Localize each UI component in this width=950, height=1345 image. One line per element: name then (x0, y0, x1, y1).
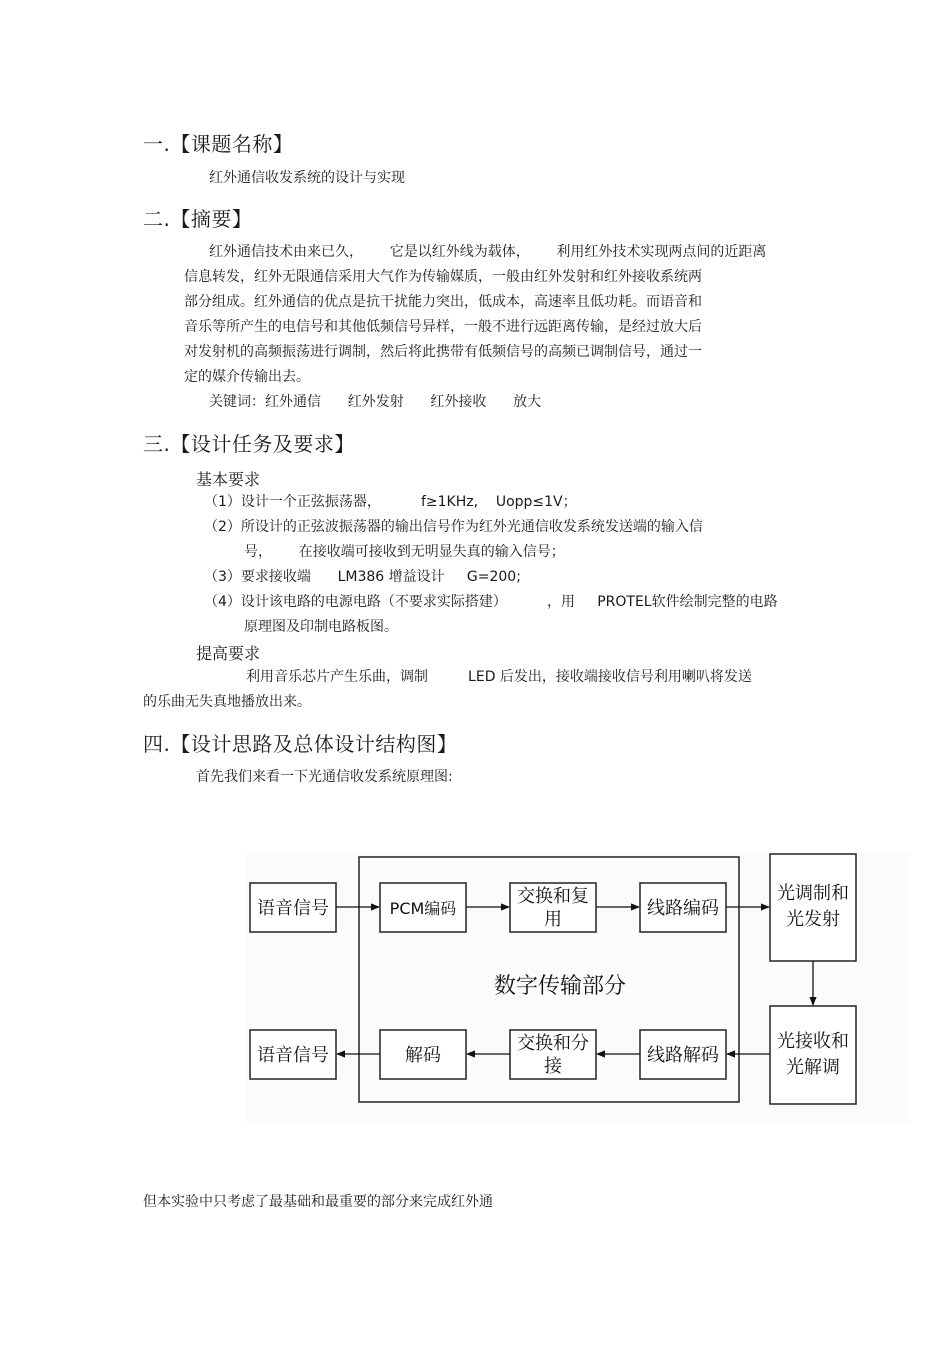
requirement-1: （1）设计一个正弦振荡器， f≥1KHz, Uopp≤1V； (204, 494, 577, 510)
exchange-demux-label-1: 交换和分 (517, 1033, 589, 1054)
abstract-line-1: 红外通信技术由来已久， 它是以红外线为载体， 利用红外技术实现两点间的近距离 (209, 244, 767, 260)
optical-receive-label-1: 光接收和 (777, 1031, 849, 1052)
basic-requirements-title: 基本要求 (196, 470, 261, 489)
decode-label: 解码 (405, 1045, 441, 1066)
topic-text: 红外通信收发系统的设计与实现 (209, 170, 405, 186)
abstract-line-4: 音乐等所产生的电信号和其他低频信号异样，一般不进行远距离传输，是经过放大后 (184, 319, 702, 335)
advanced-line-2: 的乐曲无失真地播放出来。 (143, 694, 311, 710)
keywords: 关键词：红外通信 红外发射 红外接收 放大 (209, 394, 542, 410)
design-intro: 首先我们来看一下光通信收发系统原理图: (196, 769, 453, 785)
exchange-mux-label-2: 用 (544, 909, 562, 930)
abstract-line-2: 信息转发，红外无限通信采用大气作为传输媒质，一般由红外发射和红外接收系统两 (184, 269, 702, 285)
section-title-design: 四.【设计思路及总体设计结构图】 (143, 732, 458, 756)
abstract-line-5: 对发射机的高频振荡进行调制，然后将此携带有低频信号的高频已调制信号，通过一 (184, 344, 702, 360)
voice-output-label: 语音信号 (257, 1045, 329, 1066)
requirement-4: （4）设计该电路的电源电路（不要求实际搭建） ，用 PROTEL软件绘制完整的电路 (204, 594, 778, 610)
pcm-encode-label: PCM编码 (389, 899, 457, 918)
exchange-mux-label-1: 交换和复 (517, 886, 589, 907)
advanced-line-1: 利用音乐芯片产生乐曲，调制 LED 后发出，接收端接收信号利用喇叭将发送 (246, 669, 752, 685)
optical-modulation-label-2: 光发射 (786, 909, 840, 930)
optical-receive-block (770, 1006, 856, 1104)
section-title-topic: 一.【课题名称】 (143, 132, 294, 156)
line-encode-label: 线路编码 (647, 898, 719, 919)
digital-transmission-label: 数字传输部分 (493, 974, 627, 999)
requirement-4-cont: 原理图及印制电路板图。 (244, 619, 398, 635)
footer-line: 但本实验中只考虑了最基础和最重要的部分来完成红外通 (143, 1194, 493, 1210)
line-decode-label: 线路解码 (647, 1045, 719, 1066)
abstract-line-6: 定的媒介传输出去。 (184, 369, 310, 385)
optical-modulation-label-1: 光调制和 (777, 883, 849, 904)
advanced-requirements-title: 提高要求 (196, 644, 261, 663)
optical-receive-label-2: 光解调 (786, 1057, 840, 1078)
section-title-requirements: 三.【设计任务及要求】 (143, 432, 355, 456)
exchange-demux-label-2: 接 (544, 1056, 562, 1077)
voice-input-label: 语音信号 (257, 898, 329, 919)
optical-modulation-block (770, 854, 856, 961)
section-title-abstract: 二.【摘要】 (143, 207, 253, 231)
abstract-line-3: 部分组成。红外通信的优点是抗干扰能力突出，低成本，高速率且低功耗。而语音和 (184, 294, 702, 310)
requirement-2-cont: 号， 在接收端可接收到无明显失真的输入信号； (244, 544, 565, 560)
requirement-2: （2）所设计的正弦波振荡器的输出信号作为红外光通信收发系统发送端的输入信 (204, 519, 703, 535)
requirement-3: （3）要求接收端 LM386 增益设计 G=200; (204, 569, 521, 585)
